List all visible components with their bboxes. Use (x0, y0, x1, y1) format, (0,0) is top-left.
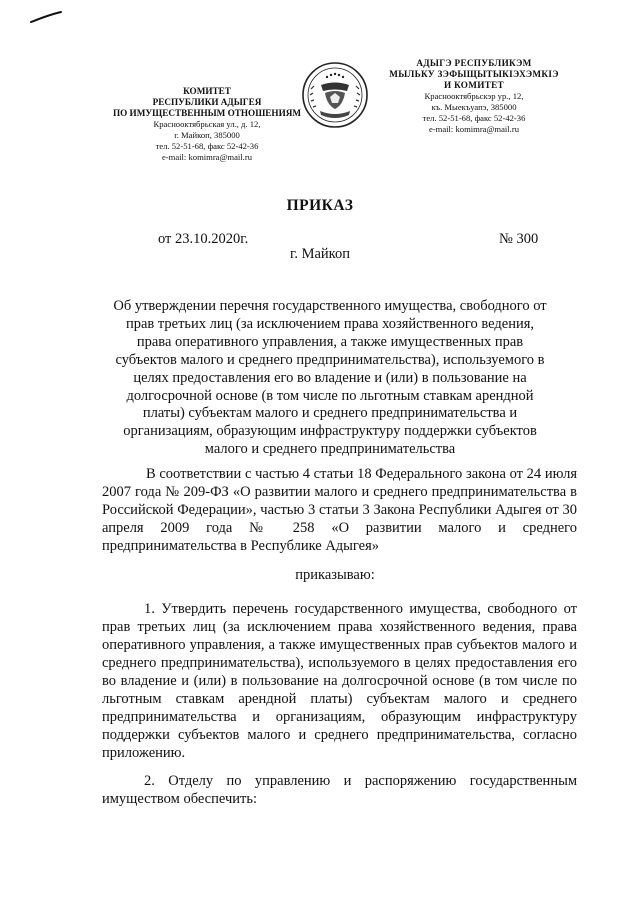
phone-line: тел. 52-51-68, факс 52-42-36 (422, 113, 526, 123)
document-number: № 300 (499, 231, 539, 247)
header-right-block (373, 58, 575, 135)
order-item-2: 2. Отделу по управлению и распоряжению государственным имуществом обеспечить: (102, 773, 577, 807)
address-line2: къ. Мыекъуапэ, 385000 (431, 102, 517, 112)
org-name-line1: КОМИТЕТ (183, 86, 231, 96)
address-line1: Краснооктябрьская ул., д. 12, (153, 119, 261, 129)
order-item-1: 1. Утвердить перечень государственного имущества, свободного от прав третьих лиц (за исключением права хозяйственного ведения, права оперативного управления, а также имущественных прав субъектов малого и среднего предпринимательства), используемого в целях предоставления его во владение и (или) в пользование на долгосрочной основе (в том числе по льготным ставкам арендной платы) субъектам малого и среднего предпринимательства и организациям, образующим инфраструктуру поддержки субъектов малого и среднего предпринимательства, согласно приложению. (102, 601, 577, 761)
org-name-line1: АДЫГЭ РЕСПУБЛИКЭМ (416, 58, 532, 68)
org-name-line2: РЕСПУБЛИКИ АДЫГЕЯ (152, 97, 262, 107)
address-line1: Краснооктябрьскэр ур., 12, (424, 91, 524, 101)
document-title: ПРИКАЗ (286, 197, 354, 214)
org-name-line3: ПО ИМУЩЕСТВЕННЫМ ОТНОШЕНИЯМ (112, 108, 302, 118)
handwritten-mark (30, 10, 62, 24)
email-line: e-mail: komimra@mail.ru (161, 152, 252, 162)
preamble-paragraph: В соответствии с частью 4 статьи 18 Федерального закона от 24 июля 2007 года № 209-ФЗ «О развитии малого и среднего предпринимательства в Российской Федерации», частью 3 статьи 3 Закона Республики Адыгея от 30 апреля 2009 года № 258 «О развитии малого и среднего предпринимательства в Республике Адыгея» (102, 466, 577, 554)
header-left-block (108, 86, 306, 163)
document-subject: Об утверждении перечня государственного имущества, свободного от прав третьих лиц (за исключением права хозяйственного ведения, права оперативного управления, а также имущественных прав субъектов малого и среднего предпринимательства), используемого в целях предоставления его во владение и (или) в пользование на долгосрочной основе (в том числе по льготным ставкам арендной платы) субъектам малого и среднего предпринимательства и организациям, образующим инфраструктуру поддержки субъектов малого и среднего предпринимательства (113, 298, 547, 458)
order-word: приказываю: (295, 567, 375, 583)
org-name-line2: МЫЛЬКУ ЗЭФЫЩЫТЫКIЭХЭМКIЭ (389, 69, 559, 79)
address-line2: г. Майкоп, 385000 (174, 130, 240, 140)
coat-of-arms-emblem (301, 61, 369, 129)
email-line: e-mail: komimra@mail.ru (428, 124, 519, 134)
phone-line: тел. 52-51-68, факс 52-42-36 (155, 141, 259, 151)
document-date: от 23.10.2020г. (158, 231, 249, 247)
document-city: г. Майкоп (290, 246, 350, 262)
org-name-line3: И КОМИТЕТ (444, 80, 504, 90)
